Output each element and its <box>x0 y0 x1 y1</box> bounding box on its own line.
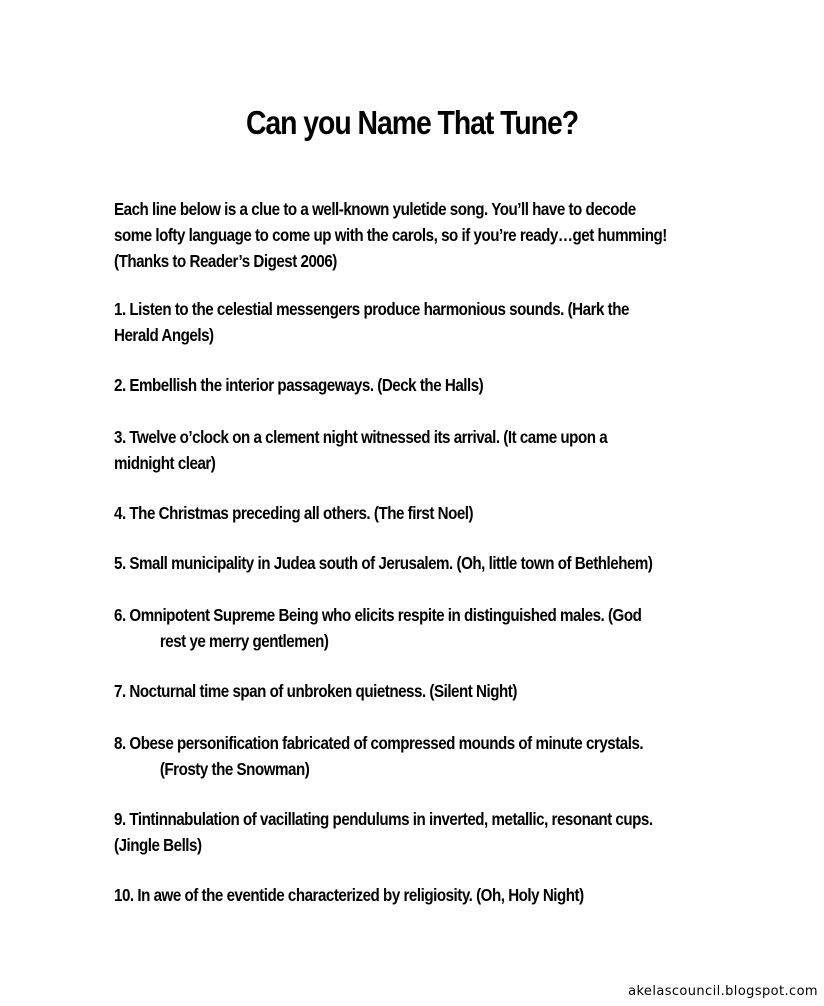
clue-line: 7. Nocturnal time span of unbroken quietness. (Silent Night) <box>114 681 517 701</box>
clue-line: 1. Listen to the celestial messengers produce harmonious sounds. (Hark the <box>114 299 629 319</box>
clue-line: 8. Obese personification fabricated of compressed mounds of minute crystals. <box>114 733 644 753</box>
footer-url: akelascouncil.blogspot.com <box>628 984 818 999</box>
clue-1 <box>114 296 711 348</box>
clue-9 <box>114 806 711 858</box>
clue-line: 5. Small municipality in Judea south of Jerusalem. (Oh, little town of Bethlehem) <box>114 553 653 573</box>
intro-paragraph <box>114 196 711 274</box>
clue-line: (Jingle Bells) <box>114 835 202 855</box>
clue-6 <box>114 602 711 654</box>
clue-5 <box>114 550 711 576</box>
clue-3 <box>114 424 711 476</box>
clue-line: (Frosty the Snowman) <box>159 759 310 779</box>
intro-line: Each line below is a clue to a well-known yuletide song. You’ll have to decode <box>114 199 636 219</box>
clue-line: 3. Twelve o’clock on a clement night witnessed its arrival. (It came upon a <box>114 427 608 447</box>
clue-7 <box>114 678 711 704</box>
clue-4 <box>114 500 711 526</box>
clue-line: midnight clear) <box>114 453 216 473</box>
page-title: Can you Name That Tune? <box>245 104 579 141</box>
clue-line: 9. Tintinnabulation of vacillating pendulums in inverted, metallic, resonant cups. <box>114 809 653 829</box>
clue-2 <box>114 372 711 398</box>
clue-10 <box>114 882 711 908</box>
intro-line: (Thanks to Reader’s Digest 2006) <box>114 251 337 271</box>
clue-line: Herald Angels) <box>114 325 214 345</box>
clue-8 <box>114 730 711 782</box>
clue-line: 10. In awe of the eventide characterized by religiosity. (Oh, Holy Night) <box>114 885 584 905</box>
clue-line: 6. Omnipotent Supreme Being who elicits respite in distinguished males. (God <box>114 605 642 625</box>
clue-line: 4. The Christmas preceding all others. (The first Noel) <box>114 503 474 523</box>
clue-line: rest ye merry gentlemen) <box>159 631 329 651</box>
intro-line: some lofty language to come up with the carols, so if you’re ready…get humming! <box>114 225 667 245</box>
clue-line: 2. Embellish the interior passageways. (Deck the Halls) <box>114 375 484 395</box>
